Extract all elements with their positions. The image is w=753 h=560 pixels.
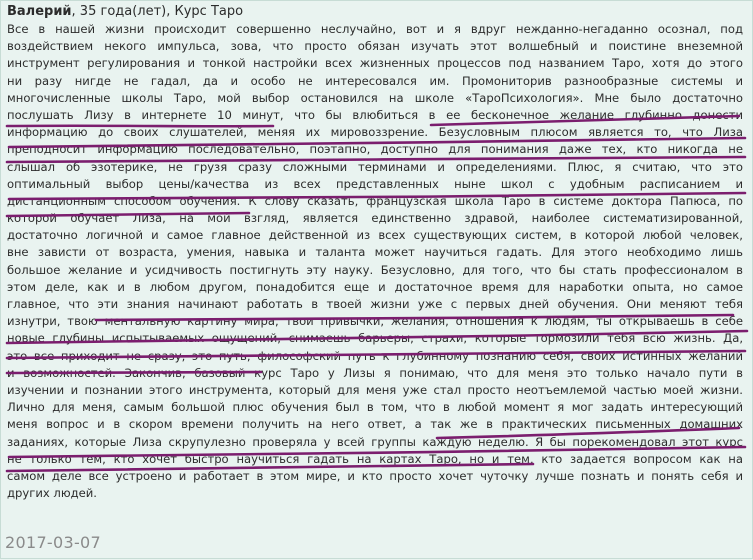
review-line: дистанционным способом обучения. К слову сказать, французская школа Таро в системе доктора Папюса, по bbox=[7, 193, 743, 208]
review-line: не только тем, кто хочет быстро научиться гадать на картах Таро, но и тем, кто задается вопросом как на bbox=[7, 451, 743, 466]
review-line: преподносит информацию последовательно, поэтапно, доступно для понимания даже тех, кто никогда не bbox=[7, 142, 743, 157]
review-line: это все приходит не сразу, это путь, философский путь к глубинному познанию себя, своих истинных желаний bbox=[7, 348, 743, 363]
review-line: изнутри, твою ментальную картину мира, твои привычки, желания, отношения к людям, ты открываешь в себе bbox=[7, 314, 743, 329]
review-header bbox=[7, 3, 243, 21]
review-line: инструмент регулирования и тонкой настройки всех жизненных процессов под названием Таро, хотя до этого bbox=[7, 56, 743, 71]
review-line: Лично для меня, самым большой плюс обучения был в том, что в любой момент я мог задать интересующий bbox=[7, 400, 743, 415]
review-line: Все в нашей жизни происходит совершенно неслучайно, вот и я вдруг нежданно-негаданно осознал, под bbox=[7, 22, 743, 36]
review-line: достаточно логичной и самое главное действенной из всех существующих систем, в которой любой человек, bbox=[7, 228, 743, 243]
review-line: ни разу нигде не гадал, да и особо не интересовался им. Промониторив разнообразные системы и bbox=[7, 73, 743, 88]
review-line: и возможностей. Закончив, базовый курс Таро у Лизы я понимаю, что для меня это только начало пути в bbox=[7, 365, 743, 380]
review-line: заданиях, которые Лиза скрупулезно проверяла у всей группы каждую неделю. Я бы порекомендовал этот курс bbox=[7, 434, 743, 449]
review-line: вне зависти от возраста, умения, навыка и таланта может научиться гадать. Для этого необходимо лишь bbox=[7, 245, 743, 260]
review-line: самом деле все устроено и работает в этом мире, и кто просто хочет чуточку лучше познать и понять себя и bbox=[7, 468, 743, 483]
review-line: оптимальный выбор цены/качества из всех представленных ныне школ с удобным расписанием и bbox=[7, 176, 743, 191]
review-line: этом деле, как и в любом другом, понадобится еще и достаточное время для наработки опыта, но самое bbox=[7, 279, 743, 294]
author-name: Валерий bbox=[7, 4, 72, 19]
review-line: послушать Лизу в интернете 10 минут, что бы влюбиться в ее бесконечное желание глубинно донести bbox=[7, 107, 743, 122]
author-meta: , 35 года(лет), Курс Таро bbox=[71, 4, 244, 19]
review-line: изучении и познании этого инструмента, который для меня уже стал просто неотъемлемой частью моей жизни. bbox=[7, 382, 743, 397]
review-line: воздействием некого импульса, зова, что просто обязан изучать этот волшебный и поистине внеземной bbox=[7, 39, 743, 54]
review-line: меня вопрос и в скором времени получить на него ответ, а так же в практических письменных домашних bbox=[7, 417, 743, 432]
review-line: других людей. bbox=[7, 486, 97, 501]
review-line: многочисленные школы Таро, мой выбор остановился на школе «ТароПсихология». Мне было достаточно bbox=[7, 90, 743, 105]
review-text bbox=[7, 21, 743, 502]
review-line: новые глубины испытываемых ощущений, снимаешь барьеры, страхи, которые тормозили тебя всю жизнь. Да, bbox=[7, 331, 743, 346]
review-line: информацию до своих слушателей, меняя их мировоззрение. Безусловным плюсом является то, что Лиза bbox=[7, 125, 743, 140]
review-line: слышал об эзотерике, не грузя сразу сложными терминами и определениями. Плюс, я считаю, что это bbox=[7, 159, 743, 174]
review-line: большое желание и усидчивость постигнуть эту науку. Безусловно, для того, что бы стать профессионалом в bbox=[7, 262, 743, 277]
review-date: 2017-03-07 bbox=[5, 533, 101, 552]
review-line: главное, что эти знания начинают работать в твоей жизни уже с первых дней обучения. Они меняют тебя bbox=[7, 297, 743, 311]
review-line: которой обучает Лиза, на мой взгляд, является единственно здравой, наиболее систематизированной, bbox=[7, 211, 743, 226]
